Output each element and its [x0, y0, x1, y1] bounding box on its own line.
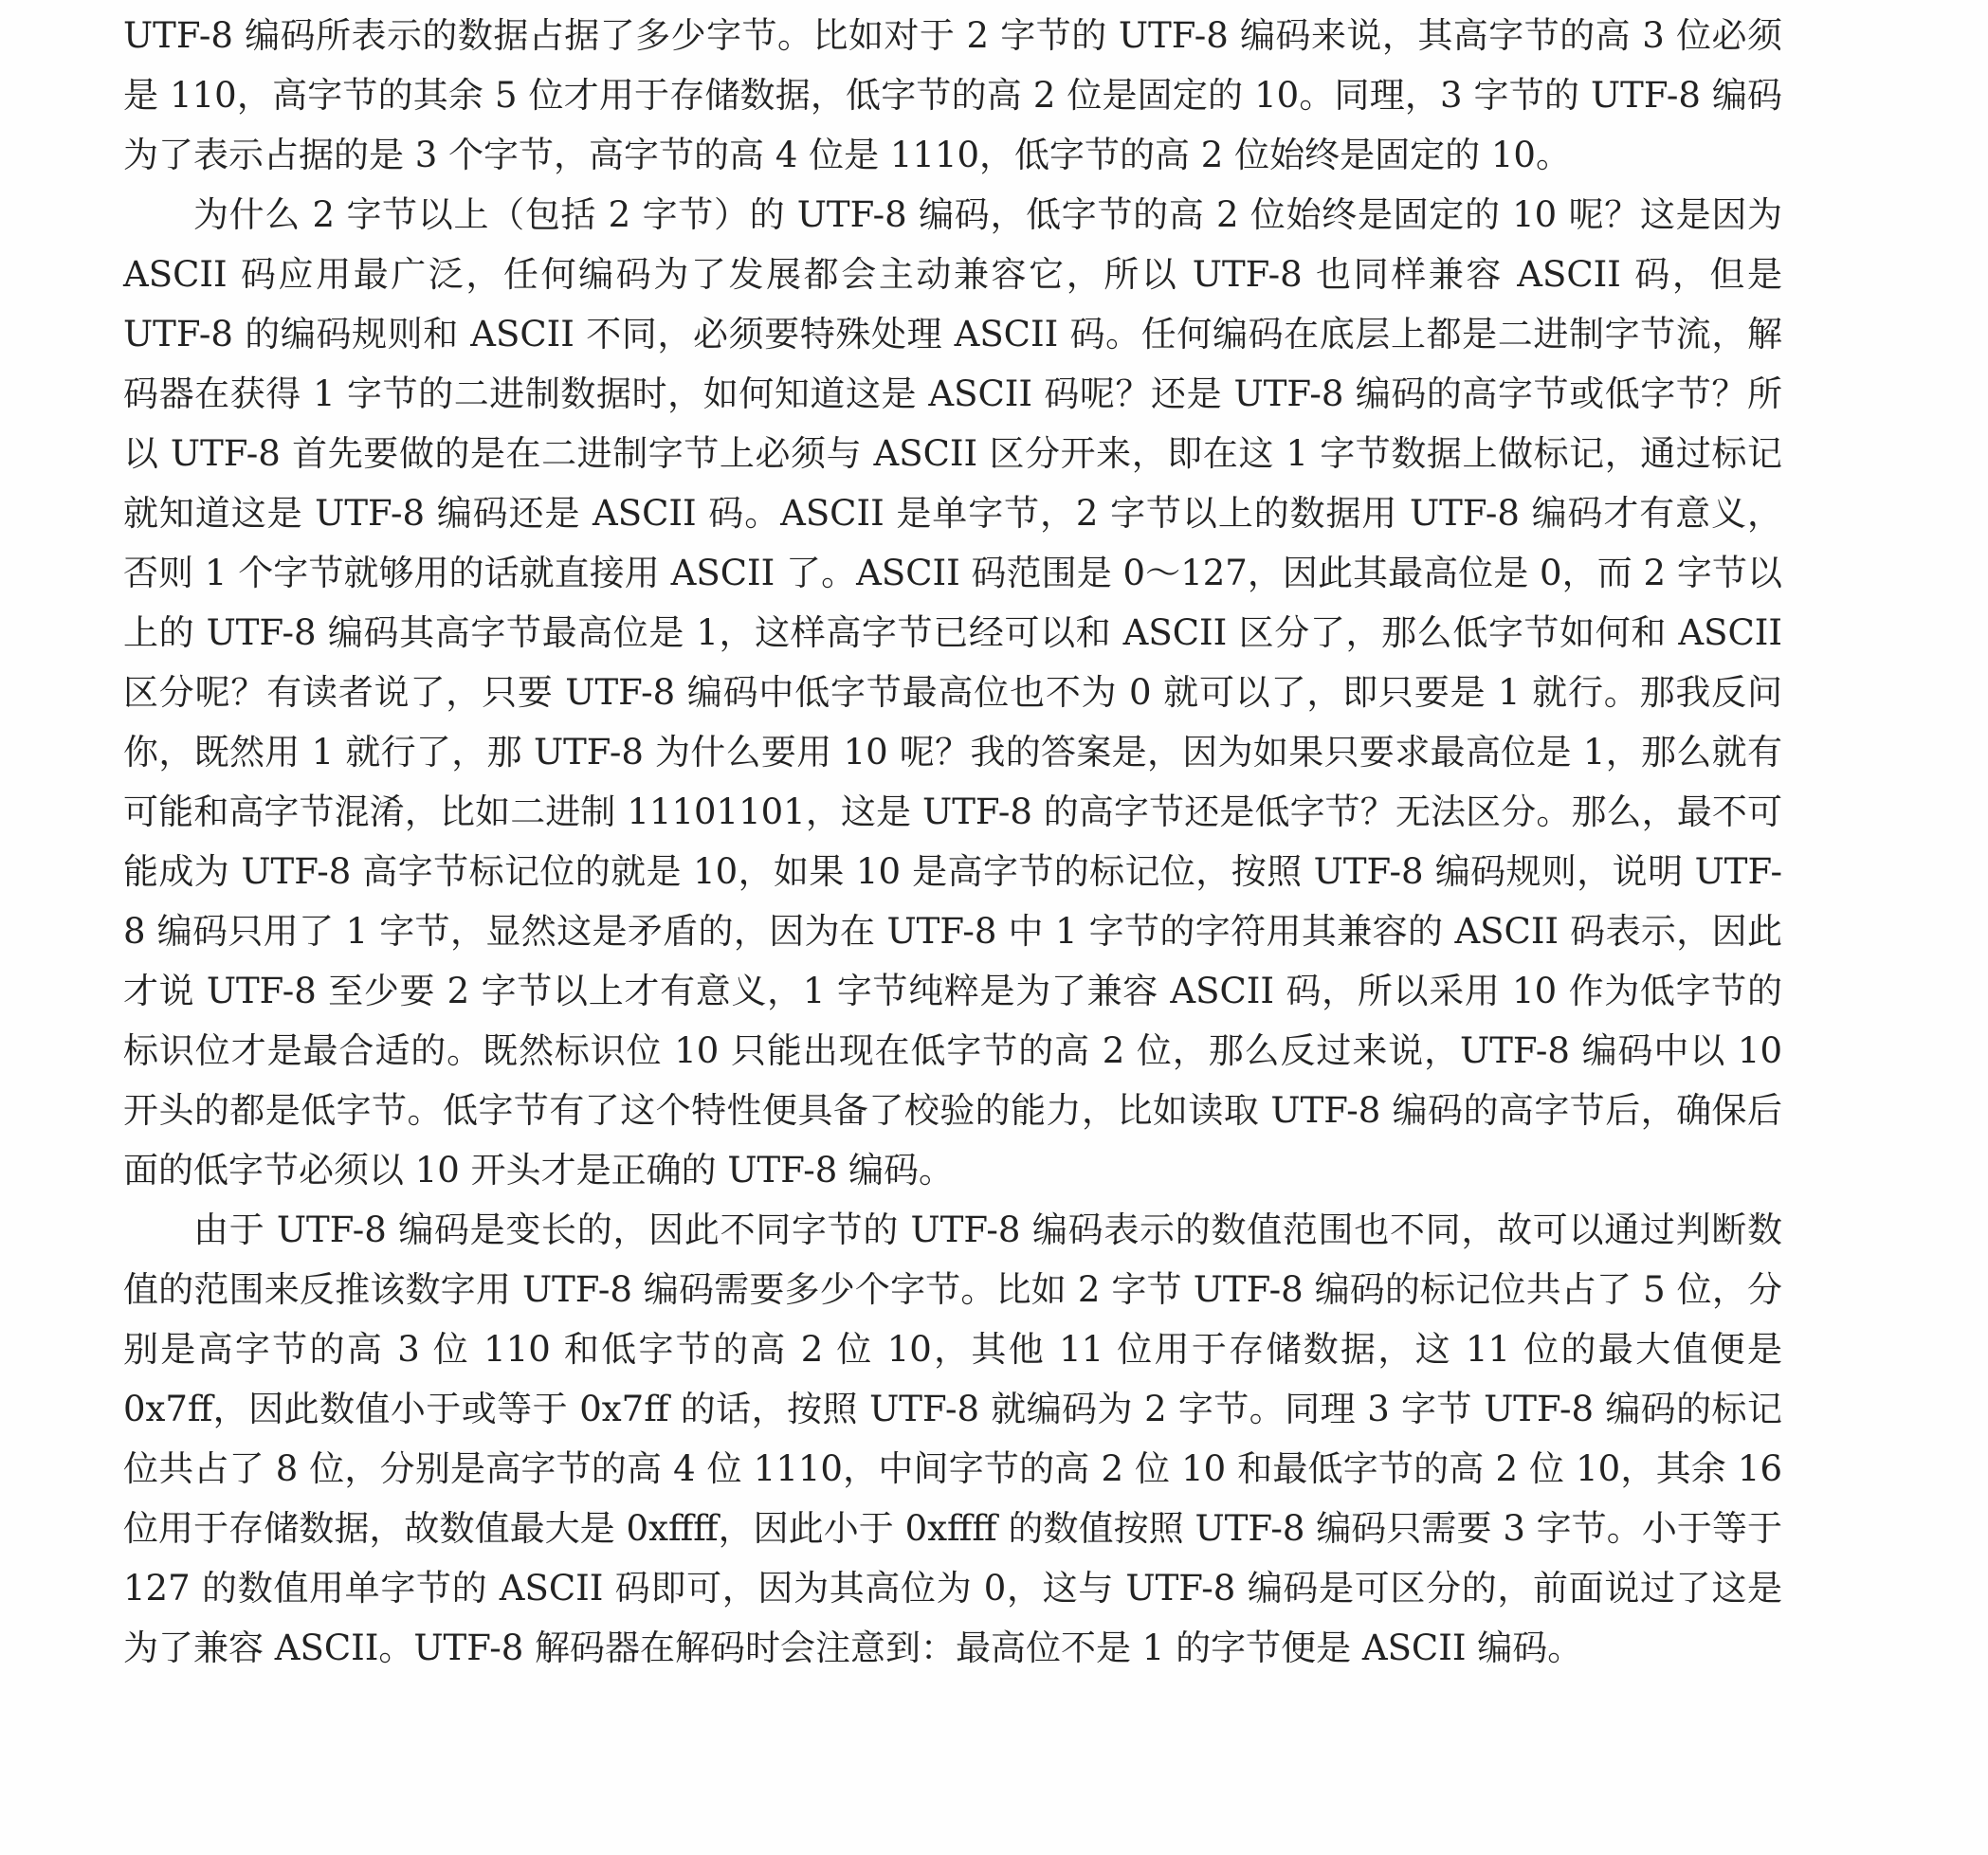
paragraph-utf8-byte-structure: UTF-8 编码所表示的数据占据了多少字节。比如对于 2 字节的 UTF-8 编码来说，其高字节的高 3 位必须是 110，高字节的其余 5 位才用于存储数据，低字节的高 2 位是固定的 10。同理，3 字节的 UTF-8 编码为了表示占据的是 3 个字节，高字节的高 4 位是 1110，低字节的高 2 位始终是固定的 10。 — [123, 15, 1782, 175]
body-text-column — [123, 6, 1782, 1678]
paragraph-value-range-byte-count: 由于 UTF-8 编码是变长的，因此不同字节的 UTF-8 编码表示的数值范围也不同，故可以通过判断数值的范围来反推该数字用 UTF-8 编码需要多少个字节。比如 2 字节 UTF-8 编码的标记位共占了 5 位，分别是高字节的高 3 位 110 和低字节的高 2 位 10，其他 11 位用于存储数据，这 11 位的最大值便是 0x7ff，因此数值小于或等于 0x7ff 的话，按照 UTF-8 就编码为 2 字节。同理 3 字节 UTF-8 编码的标记位共占了 8 位，分别是高字节的高 4 位 1110，中间字节的高 2 位 10 和最低字节的高 2 位 10，其余 16 位用于存储数据，故数值最大是 0xffff，因此小于 0xffff 的数值按照 UTF-8 编码只需要 3 字节。小于等于 127 的数值用单字节的 ASCII 码即可，因为其高位为 0，这与 UTF-8 编码是可区分的，前面说过了这是为了兼容 ASCII。UTF-8 解码器在解码时会注意到：最高位不是 1 的字节便是 ASCII 编码。 — [123, 1209, 1782, 1668]
paragraph-low-byte-marker-10: 为什么 2 字节以上（包括 2 字节）的 UTF-8 编码，低字节的高 2 位始终是固定的 10 呢？这是因为 ASCII 码应用最广泛，任何编码为了发展都会主动兼容它，所以 UTF-8 也同样兼容 ASCII 码，但是 UTF-8 的编码规则和 ASCII 不同，必须要特殊处理 ASCII 码。任何编码在底层上都是二进制字节流，解码器在获得 1 字节的二进制数据时，如何知道这是 ASCII 码呢？还是 UTF-8 编码的高字节或低字节？所以 UTF-8 首先要做的是在二进制字节上必须与 ASCII 区分开来，即在这 1 字节数据上做标记，通过标记就知道这是 UTF-8 编码还是 ASCII 码。ASCII 是单字节，2 字节以上的数据用 UTF-8 编码才有意义，否则 1 个字节就够用的话就直接用 ASCII 了。ASCII 码范围是 0～127，因此其最高位是 0，而 2 字节以上的 UTF-8 编码其高字节最高位是 1，这样高字节已经可以和 ASCII 区分了，那么低字节如何和 ASCII 区分呢？有读者说了，只要 UTF-8 编码中低字节最高位也不为 0 就可以了，即只要是 1 就行。那我反问你，既然用 1 就行了，那 UTF-8 为什么要用 10 呢？我的答案是，因为如果只要求最高位是 1，那么就有可能和高字节混淆，比如二进制 11101101，这是 UTF-8 的高字节还是低字节？无法区分。那么，最不可能成为 UTF-8 高字节标记位的就是 10，如果 10 是高字节的标记位，按照 UTF-8 编码规则，说明 UTF-8 编码只用了 1 字节，显然这是矛盾的，因为在 UTF-8 中 1 字节的字符用其兼容的 ASCII 码表示，因此才说 UTF-8 至少要 2 字节以上才有意义，1 字节纯粹是为了兼容 ASCII 码，所以采用 10 作为低字节的标识位才是最合适的。既然标识位 10 只能出现在低字节的高 2 位，那么反过来说，UTF-8 编码中以 10 开头的都是低字节。低字节有了这个特性便具备了校验的能力，比如读取 UTF-8 编码的高字节后，确保后面的低字节必须以 10 开头才是正确的 UTF-8 编码。 — [123, 194, 1782, 1191]
